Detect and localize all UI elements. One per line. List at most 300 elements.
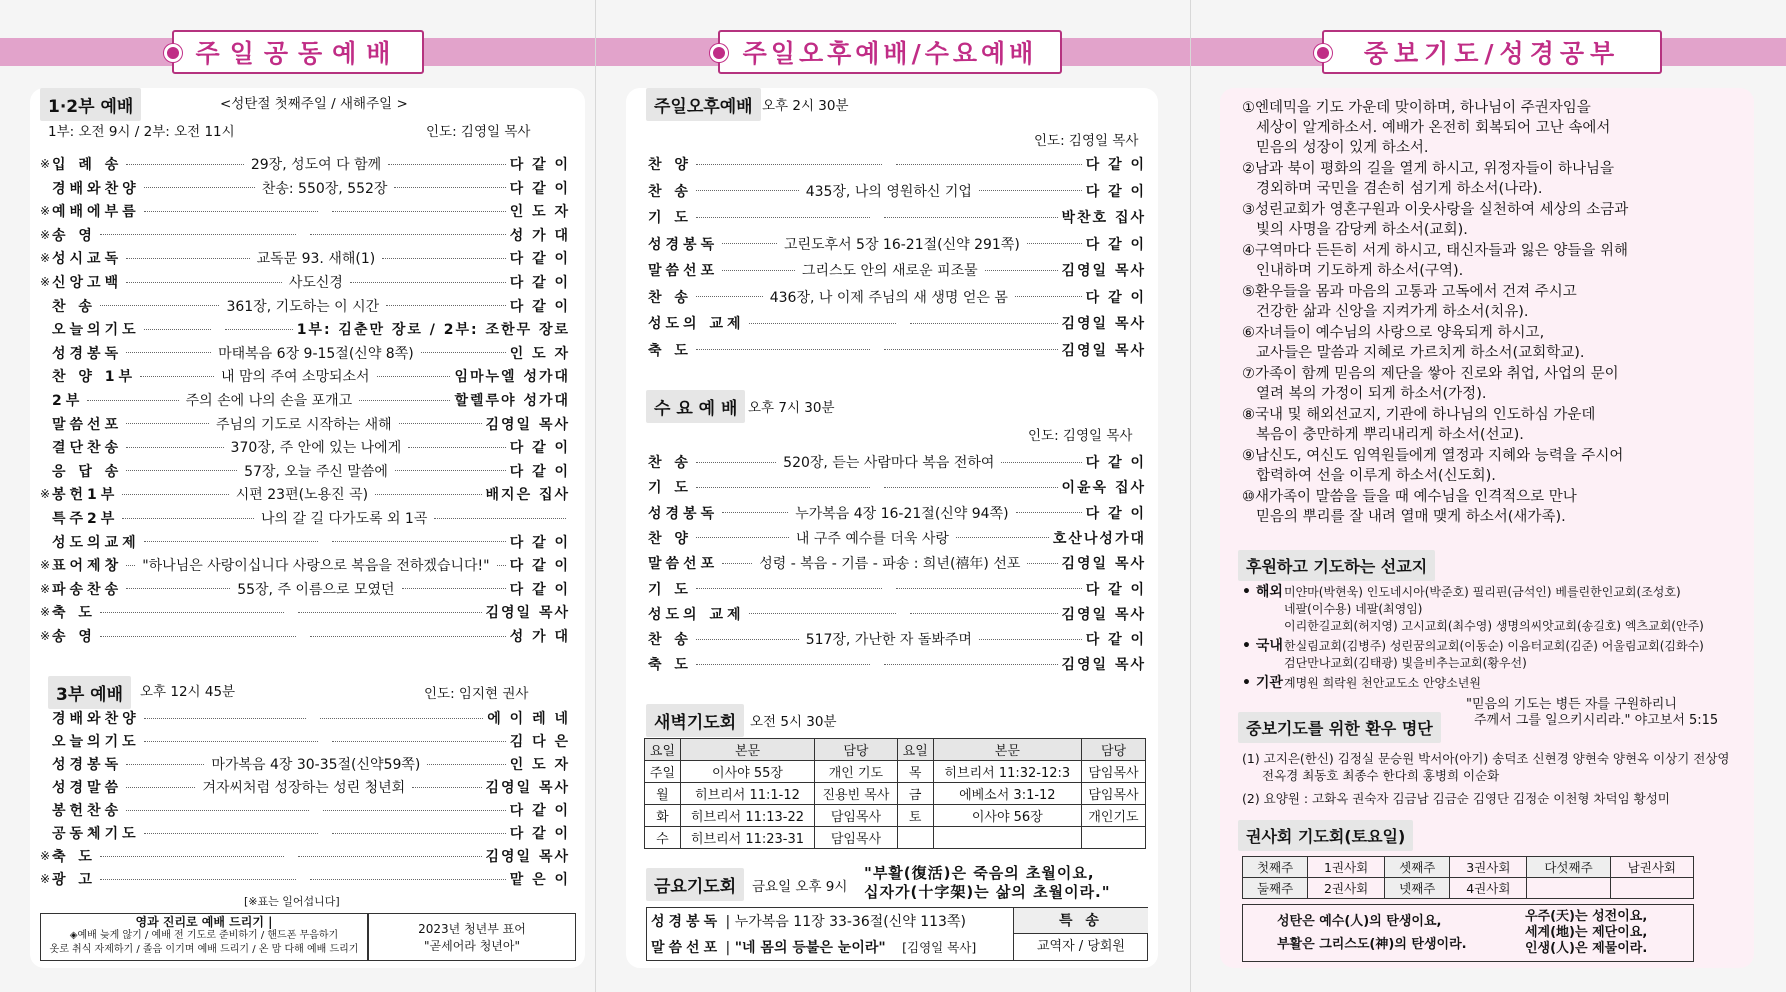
row-person: 김영일 목사: [1061, 657, 1146, 674]
section-title: 중보기도를 위한 환우 명단: [1238, 712, 1441, 743]
table-cell: 둘째주: [1243, 878, 1308, 899]
row-label: 성경봉독: [52, 345, 123, 362]
row-person: 인 도 자: [509, 757, 571, 773]
table-cell: 히브리서 11:13-22: [680, 805, 814, 827]
program-row: [648, 206, 1146, 228]
row-person: 임마누엘 성가대: [454, 369, 571, 386]
table-cell: [933, 827, 1081, 849]
row-content: 29장, 성도여 다 함께: [250, 157, 382, 173]
leader: 인도: 김영일 목사: [1034, 133, 1139, 149]
table-cell: 화: [645, 805, 681, 827]
table-header: 담당: [815, 739, 898, 761]
row-person: 다 같 이: [509, 275, 571, 291]
table-cell: 4권사회: [1450, 878, 1527, 899]
dotted-leader: [402, 588, 506, 589]
special-song: 특 송: [1014, 908, 1148, 934]
table-cell: 수: [645, 827, 681, 849]
dotted-leader: [122, 518, 254, 519]
sermon-title: "네 몸의 등불은 눈이라": [734, 940, 886, 956]
row-person: 에 이 레 네: [487, 711, 570, 727]
table-row: [1243, 857, 1694, 878]
row-label: 찬 송: [648, 632, 692, 649]
row-person: 이윤옥 집사: [1061, 480, 1146, 497]
dotted-leader: [696, 664, 870, 665]
dotted-leader: [896, 164, 1082, 165]
dotted-leader: [749, 613, 897, 614]
row-person: 다 같 이: [509, 803, 570, 819]
row-person: 다 같 이: [1085, 505, 1146, 522]
table-header: 요일: [645, 739, 681, 761]
dotted-leader: [412, 787, 481, 788]
row-content: 마가복음 4장 30-35절(신약59쪽): [211, 757, 421, 773]
prayer-line: ⑤환우들을 몸과 마음의 고통과 고독에서 건져 주시고: [1242, 284, 1577, 300]
prayer-line: 교사들은 말씀과 지혜로 가르치게 하소서(교회학교).: [1256, 345, 1585, 361]
row-person: 호산나성가대: [1052, 530, 1147, 547]
row-content: 시편 23편(노용진 곡): [235, 487, 369, 504]
worship-guide: [40, 913, 368, 961]
row-person: 배지은 집사: [485, 487, 571, 504]
dotted-leader: [144, 187, 255, 188]
row-label: 성도의교제: [52, 534, 140, 551]
prayer-line: ⑩새가족이 말씀을 들을 때 예수님을 인격적으로 만나: [1242, 489, 1577, 505]
dotted-leader: [1015, 296, 1082, 297]
dotted-leader: [696, 217, 870, 218]
row-person: 성 가 대: [509, 629, 571, 645]
row-person: 할렐루야 성가대: [454, 393, 571, 409]
section-header-right: [1322, 30, 1662, 74]
row-label: 성경봉독: [648, 236, 719, 253]
row-person: 김영일 목사: [1061, 342, 1146, 359]
dotted-leader: [332, 541, 506, 542]
program-row: [40, 177, 570, 199]
column-divider: [595, 0, 596, 992]
program-row: [40, 845, 570, 867]
prayer-item: [1242, 446, 1623, 486]
prayer-line: 열려 복의 가정이 되게 하소서(가정).: [1256, 386, 1487, 402]
row-person: 다 같 이: [509, 463, 570, 480]
table-cell: 다섯째주: [1527, 857, 1610, 878]
section-header-left: [172, 30, 424, 74]
program-row: [648, 552, 1146, 574]
table-cell: 3권사회: [1450, 857, 1527, 878]
row-label: 성경봉독: [52, 757, 123, 773]
section-title: 1·2부 예배: [40, 88, 141, 121]
table-cell: 1권사회: [1308, 857, 1385, 878]
section-header-middle: [718, 30, 1062, 74]
table-cell: 담임목사: [1082, 783, 1146, 805]
standing-mark: ※: [40, 629, 51, 643]
row-label: 오늘의기도: [52, 322, 140, 339]
mission-group: [1242, 638, 1704, 672]
program-row: [40, 295, 570, 317]
dotted-leader: [144, 211, 318, 212]
program-row: [40, 799, 570, 821]
motto-title: 2023년 청년부 표어: [418, 922, 526, 936]
dotted-leader: [323, 810, 506, 811]
dotted-leader: [884, 487, 1058, 488]
program-row: [648, 578, 1146, 600]
dotted-leader: [122, 494, 228, 495]
row-person: 김영일 목사: [485, 416, 570, 433]
dotted-leader: [722, 243, 777, 244]
table-cell: 개인기도: [1082, 805, 1146, 827]
dotted-leader: [884, 664, 1058, 665]
row-person: 다 같 이: [509, 157, 571, 173]
service-time: 오후 12시 45분: [140, 684, 236, 700]
standing-note: [※표는 일어섭니다]: [244, 895, 340, 908]
program-row: [40, 436, 570, 458]
row-person: 다 같 이: [1085, 183, 1147, 200]
friday-prayer-box: 성경봉독 | 누가복음 11장 33-36절(신약 113쪽) 말씀선포 | "네 몸의 등불은 눈이라" [김영일 목사] 특 송 교역자 / 당회원: [646, 907, 1148, 961]
row-label: 말씀선포: [648, 263, 719, 279]
row-label: 찬 송: [648, 183, 692, 200]
row-content: 내 구주 예수를 더욱 사랑: [795, 530, 949, 547]
table-cell: 토: [897, 805, 933, 827]
dotted-leader: [332, 741, 506, 742]
dotted-leader: [310, 879, 506, 880]
dotted-leader: [350, 282, 506, 283]
james-quote: [1466, 697, 1718, 729]
row-content: 주의 손에 나의 손을 포개고: [185, 393, 353, 409]
section-title: 3부 예배: [48, 676, 131, 709]
dotted-leader: [144, 833, 318, 834]
section-title: 새벽기도회: [646, 704, 744, 737]
program-row: [40, 389, 570, 411]
program-row: [40, 271, 570, 293]
bullet-icon: [710, 44, 728, 62]
row-person: 다 같 이: [509, 251, 570, 268]
standing-mark: ※: [40, 204, 51, 219]
prayer-line: 경외하며 국민을 겸손히 섬기게 하소서(나라).: [1256, 181, 1543, 197]
prayer-item: [1242, 282, 1577, 322]
row-label: 축 도: [648, 657, 692, 674]
table-cell: 담임목사: [1082, 761, 1146, 783]
prayer-line: ⑥자녀들이 예수님의 사랑으로 양육되게 하시고,: [1242, 325, 1545, 341]
row-content: 435장, 나의 영원하신 기업: [805, 183, 972, 200]
program-row: [40, 531, 570, 553]
dawn-prayer-table: [644, 738, 1146, 849]
prayer-item: [1242, 159, 1614, 199]
row-person: 김영일 목사: [1061, 263, 1146, 279]
row-content: 누가복음 4장 16-21절(신약 94쪽): [795, 505, 1009, 522]
dotted-leader: [434, 518, 566, 519]
prayer-line: ⑨남신도, 여신도 임역원들에게 열정과 지혜와 능력을 주시어: [1242, 448, 1624, 464]
table-cell: 개인 기도: [815, 761, 898, 783]
dotted-leader: [696, 588, 882, 589]
dotted-leader: [144, 741, 318, 742]
dotted-leader: [394, 187, 505, 188]
subtitle: <성탄절 첫째주일 / 새해주일 >: [220, 96, 408, 112]
table-header: 본문: [933, 739, 1081, 761]
standing-mark: ※: [40, 275, 51, 289]
row-label: 축 도: [52, 849, 96, 865]
row-content: 교독문 93. 새해(1): [256, 251, 376, 268]
dotted-leader: [395, 470, 506, 471]
table-cell: 에베소서 3:1-12: [933, 783, 1081, 805]
mission-line: 네팔(이수용) 네팔(최영임): [1284, 602, 1423, 616]
row-label: 기 도: [648, 581, 692, 598]
dotted-leader: [126, 282, 282, 283]
row-label: 찬 송: [52, 298, 96, 315]
quote-line: 부활은 그리스도(神)의 탄생이라.: [1277, 937, 1467, 952]
program-row: [648, 180, 1146, 202]
table-row: [645, 805, 1146, 827]
row-label: 오늘의기도: [52, 734, 140, 750]
row-label: 경배와찬양: [52, 180, 140, 197]
service-time: 금요일 오후 9시: [752, 879, 848, 895]
row-content: 성령 - 복음 - 기름 - 파송 : 희년(禧年) 선포: [759, 556, 1021, 573]
dotted-leader: [399, 423, 482, 424]
mission-line: 계명원 희락원 천안교도소 안양소년원: [1284, 676, 1481, 690]
dotted-leader: [910, 613, 1058, 614]
program-row: [648, 233, 1146, 255]
program-row: [648, 628, 1146, 650]
row-content: 사도신경: [288, 275, 343, 291]
column-divider: [1190, 0, 1191, 992]
table-row: [645, 827, 1146, 849]
row-content: 57장, 오늘 주신 말씀에: [244, 463, 388, 480]
dotted-leader: [126, 470, 237, 471]
prayer-line: 빛의 사명을 감당케 하소서(교회).: [1256, 222, 1468, 238]
dotted-leader: [696, 164, 882, 165]
program-row: [40, 707, 570, 729]
prayer-line: 건강한 삶과 신앙을 지켜가게 하소서(치유).: [1256, 304, 1529, 320]
dotted-leader: [126, 565, 135, 566]
prayer-line: 복음이 충만하게 뿌리내리게 하소서(선교).: [1256, 427, 1524, 443]
table-cell: 히브리서 11:23-31: [680, 827, 814, 849]
table-cell: 히브리서 11:32-12:3: [933, 761, 1081, 783]
header-title: 주일공동예배: [195, 39, 401, 68]
row-label: 송 영: [52, 629, 96, 645]
dotted-leader: [696, 462, 776, 463]
row-label: 성시교독: [52, 251, 123, 268]
prayer-line: ②남과 북이 평화의 길을 열게 하시고, 위정자들이 하나님을: [1242, 161, 1615, 177]
row-content: 그리스도 안의 새로운 피조물: [801, 263, 978, 279]
prayer-line: 인내하며 기도하게 하소서(구역).: [1256, 263, 1464, 279]
youth-motto: [368, 913, 576, 961]
row-label: 성도의 교제: [648, 606, 745, 623]
dotted-leader: [140, 376, 214, 377]
dotted-leader: [884, 349, 1058, 350]
prayer-item: [1242, 98, 1610, 158]
table-row: [1243, 878, 1694, 899]
mission-line: 한실림교회(김병주) 성린꿈의교회(이동순) 이음터교회(김준) 어울림교회(김화수): [1284, 639, 1704, 653]
dotted-leader: [100, 856, 284, 857]
dotted-leader: [298, 856, 482, 857]
mission-kind: • 국내: [1242, 638, 1283, 654]
program-row: [40, 247, 570, 269]
dotted-leader: [421, 352, 506, 353]
program-row: [648, 259, 1146, 281]
dotted-leader: [320, 718, 483, 719]
prayer-item: [1242, 405, 1595, 445]
row-label: 공동체기도: [52, 826, 140, 842]
row-content: 겨자씨처럼 성장하는 성린 청년회: [202, 780, 406, 796]
row-label: 기 도: [648, 210, 692, 226]
row-label: 광 고: [52, 872, 96, 888]
service-time: 오후 2시 30분: [762, 98, 849, 114]
program-row: [648, 653, 1146, 675]
dotted-leader: [310, 234, 506, 235]
table-cell: 2권사회: [1308, 878, 1385, 899]
dotted-leader: [100, 234, 296, 235]
mission-group: [1242, 584, 1704, 635]
row-content: 나의 갈 길 다가도록 외 1곡: [260, 511, 428, 527]
row-label: 찬 양: [648, 157, 692, 173]
prayer-line: ⑦가족이 함께 믿음의 제단을 쌓아 진로와 취업, 사업의 문이: [1242, 366, 1619, 382]
prayer-line: ③성린교회가 영혼구원과 이웃사랑을 실천하여 세상의 소금과: [1242, 202, 1629, 218]
row-person: 다 같 이: [509, 581, 570, 598]
dotted-leader: [298, 612, 482, 613]
table-cell: 담임목사: [815, 805, 898, 827]
prayer-line: 믿음의 뿌리를 잘 내려 열매 맺게 하소서(새가족).: [1256, 509, 1566, 525]
dotted-leader: [696, 537, 789, 538]
patient-list: [1242, 750, 1730, 807]
dotted-leader: [896, 588, 1082, 589]
leader: 인도: 김영일 목사: [1028, 428, 1133, 444]
dotted-leader: [696, 639, 799, 640]
prayer-item: [1242, 364, 1619, 404]
dotted-leader: [126, 164, 244, 165]
program-row: [648, 527, 1146, 549]
row-person: 김 다 은: [509, 734, 571, 750]
row-label: 표어제창: [52, 558, 123, 575]
dotted-leader: [332, 211, 506, 212]
leader: 인도: 임지현 권사: [424, 686, 529, 702]
dotted-leader: [427, 764, 505, 765]
mission-line: 미얀마(박현욱) 인도네시아(박준호) 필리핀(금석인) 베를린한인교회(조성호): [1284, 585, 1681, 599]
row-label: 입 례 송: [52, 157, 123, 173]
easter-quote: [864, 864, 1111, 902]
program-row: [40, 730, 570, 752]
row-content: 520장, 듣는 사람마다 복음 전하여: [783, 455, 995, 471]
row-label: 찬 송: [648, 289, 692, 306]
row-label: 찬 양 1부: [52, 369, 137, 386]
row-label: 성경말씀: [52, 780, 123, 796]
program-row: [40, 578, 570, 600]
dotted-leader: [696, 349, 870, 350]
table-cell: 이사야 55장: [680, 761, 814, 783]
dotted-leader: [100, 636, 296, 637]
dotted-leader: [696, 190, 799, 191]
program-row: [40, 868, 570, 890]
row-person: 다 같 이: [509, 826, 571, 842]
dotted-leader: [722, 512, 788, 513]
row-content: 내 맘의 주여 소망되소서: [220, 369, 370, 386]
dotted-leader: [126, 258, 249, 259]
dotted-leader: [910, 323, 1058, 324]
service-time: 오전 5시 30분: [750, 714, 837, 730]
row-person: 성 가 대: [509, 227, 571, 244]
row-label: 찬 송: [648, 455, 692, 471]
row-person: 다 같 이: [509, 298, 571, 315]
row-content: 주님의 기도로 시작하는 새해: [215, 416, 392, 433]
table-cell: [897, 827, 933, 849]
row-label: 성경봉독: [651, 914, 722, 930]
mission-line: 이리한길교회(허지영) 고시교회(최수영) 생명의씨앗교회(송길호) 엑츠교회(안주): [1284, 619, 1704, 633]
dotted-leader: [388, 164, 506, 165]
dotted-leader: [722, 270, 795, 271]
row-person: 김영일 목사: [1061, 606, 1146, 623]
table-cell: [1082, 827, 1146, 849]
table-cell: 진용빈 목사: [815, 783, 898, 805]
standing-mark: ※: [40, 558, 51, 573]
program-row: [648, 476, 1146, 498]
program-row: [40, 460, 570, 482]
section-title: 후원하고 기도하는 선교지: [1238, 550, 1435, 581]
dotted-leader: [87, 400, 178, 401]
row-label: 봉헌1부: [52, 487, 119, 504]
table-cell: 남권사회: [1610, 857, 1693, 878]
standing-mark: ※: [40, 872, 51, 886]
standing-mark: ※: [40, 849, 51, 863]
prayer-line: ①엔데믹을 기도 가운데 맞이하며, 하나님이 주권자임을: [1242, 100, 1591, 116]
dotted-leader: [359, 400, 450, 401]
row-label: 파송찬송: [52, 581, 123, 598]
row-person: 다 같 이: [1085, 581, 1147, 598]
row-person: 다 같 이: [1085, 455, 1146, 471]
row-person: 인 도 자: [509, 204, 571, 221]
row-label: 말씀선포: [651, 940, 722, 956]
section-title: 주일오후예배: [646, 88, 761, 121]
dotted-leader: [126, 810, 309, 811]
row-label: 말씀선포: [52, 416, 123, 433]
program-row: [648, 312, 1146, 334]
section-title: 금요기도회: [646, 868, 744, 901]
row-content: 55장, 주 이름으로 모였던: [237, 581, 395, 598]
dotted-leader: [144, 541, 318, 542]
program-row: [40, 342, 570, 364]
row-label: 말씀선포: [648, 556, 719, 573]
program-row: [648, 502, 1146, 524]
table-row: [645, 783, 1146, 805]
row-person: 다 같 이: [509, 558, 570, 575]
dotted-leader: [225, 329, 293, 330]
section-title: 수 요 예 배: [646, 390, 745, 423]
row-label: 송 영: [52, 227, 96, 244]
row-person: 다 같 이: [509, 180, 570, 197]
prayer-line: 믿음의 성장이 있게 하소서.: [1256, 140, 1429, 156]
mission-kind: • 해외: [1242, 584, 1283, 600]
dotted-leader: [386, 305, 506, 306]
program-row: [40, 776, 570, 798]
patient-line: (2) 요양원 : 고화옥 권숙자 김금남 김금순 김영단 김정순 이천형 차덕임 황성미: [1242, 791, 1670, 806]
row-content: 361장, 기도하는 이 시간: [226, 298, 380, 315]
dotted-leader: [884, 217, 1058, 218]
patient-line: 전옥경 최동호 최종수 한다희 홍병희 이순화: [1262, 768, 1500, 783]
row-label: 신앙고백: [52, 275, 123, 291]
program-row: [40, 822, 570, 844]
performers: 교역자 / 당회원: [1037, 939, 1125, 954]
dotted-leader: [1001, 462, 1081, 463]
quote-line: 십자가(十字架)는 삶의 초월이라.": [864, 883, 1111, 901]
row-content: 고린도후서 5장 16-21절(신약 291쪽): [783, 236, 1020, 253]
dotted-leader: [408, 447, 505, 448]
table-cell: 담임목사: [815, 827, 898, 849]
row-content: 마태복음 6장 9-15절(신약 8쪽): [218, 345, 414, 362]
dotted-leader: [144, 329, 212, 330]
motto-text: "곧세어라 청년아": [424, 939, 520, 953]
prayer-line: 합력하여 선을 이루게 하소서(신도회).: [1256, 468, 1496, 484]
row-person: 박찬호 집사: [1061, 210, 1146, 226]
row-label: 경배와찬양: [52, 711, 140, 727]
row-label: 성도의 교제: [648, 316, 745, 332]
row-person: 다 같 이: [1085, 236, 1147, 253]
preacher: [김영일 목사]: [902, 940, 977, 955]
prayer-item: [1242, 323, 1585, 363]
patient-line: (1) 고지은(한신) 김정실 문승원 박서아(아기) 송덕조 신현경 양현숙 양현옥 이상기 전상영: [1242, 751, 1730, 766]
row-person: 김영일 목사: [485, 780, 571, 796]
